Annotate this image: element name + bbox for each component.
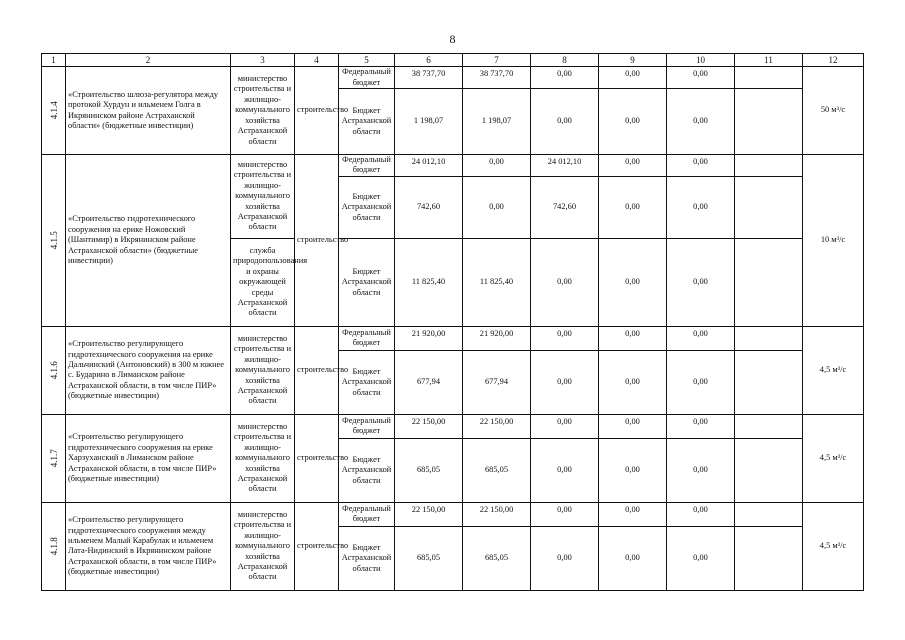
value-cell-8: 0,00 [531,238,599,326]
row-id: 4.1.7 [48,448,59,467]
capacity-cell: 4,5 м³/с [803,326,864,414]
value-cell-6: 24 012,10 [395,155,463,177]
value-cell-7: 677,94 [463,350,531,414]
measure-name: «Строительство шлюза-регулятора между протокой Хурдун и ильменем Голга в Икрянинском районе Астраханской области» (бюджетные инвестиции) [66,67,231,155]
value-cell-9: 0,00 [599,67,667,89]
funding-source: Федеральный бюджет [339,326,395,350]
value-cell-9: 0,00 [599,89,667,155]
value-cell-10: 0,00 [667,502,735,526]
value-cell-6: 1 198,07 [395,89,463,155]
value-cell-9: 0,00 [599,176,667,238]
row-id-cell [42,155,66,327]
value-cell-9: 0,00 [599,155,667,177]
stage-cell: строительство [295,326,339,414]
col-header-7: 7 [463,54,531,67]
table-row [42,414,864,438]
table-body [42,54,864,591]
value-cell-6: 22 150,00 [395,502,463,526]
value-cell-10: 0,00 [667,67,735,89]
row-id-cell [42,67,66,155]
measure-name: «Строительство регулирующего гидротехнического сооружения между ильменем Малый Карабулак и ильменем Лата-Нидинский в Икрянинском районе Астраханской области, в том числе ПИР» (бюджетные инвестиции) [66,502,231,590]
value-cell-6: 22 150,00 [395,414,463,438]
row-id-cell [42,326,66,414]
table-row [42,155,864,177]
stage-cell: строительство [295,67,339,155]
value-cell-8: 0,00 [531,89,599,155]
value-cell-11 [735,67,803,89]
funding-source: Бюджет Астраханской области [339,176,395,238]
value-cell-6: 685,05 [395,526,463,590]
col-header-6: 6 [395,54,463,67]
value-cell-6: 21 920,00 [395,326,463,350]
value-cell-8: 0,00 [531,67,599,89]
table-row [42,502,864,526]
value-cell-8: 0,00 [531,350,599,414]
col-header-5: 5 [339,54,395,67]
value-cell-11 [735,350,803,414]
funding-source: Федеральный бюджет [339,414,395,438]
value-cell-8: 0,00 [531,326,599,350]
row-id-cell [42,414,66,502]
executor-cell: министерство строительства и жилищно-коммунального хозяйства Астраханской области [231,502,295,590]
value-cell-7: 21 920,00 [463,326,531,350]
value-cell-8: 0,00 [531,414,599,438]
value-cell-9: 0,00 [599,326,667,350]
funding-source: Бюджет Астраханской области [339,526,395,590]
capacity-cell: 50 м³/с [803,67,864,155]
measure-name: «Строительство гидротехнического сооружения на ерике Ножовский (Шантимир) в Икрянинском районе Астраханской области» (бюджетные инвестиции) [66,155,231,327]
value-cell-8: 0,00 [531,502,599,526]
value-cell-6: 38 737,70 [395,67,463,89]
value-cell-8: 24 012,10 [531,155,599,177]
value-cell-7: 685,05 [463,438,531,502]
funding-source: Федеральный бюджет [339,155,395,177]
value-cell-11 [735,89,803,155]
col-header-11: 11 [735,54,803,67]
value-cell-8: 0,00 [531,438,599,502]
value-cell-11 [735,155,803,177]
funding-source: Бюджет Астраханской области [339,89,395,155]
column-number-row [42,54,864,67]
value-cell-10: 0,00 [667,238,735,326]
table-row [42,67,864,89]
capacity-cell: 4,5 м³/с [803,502,864,590]
value-cell-10: 0,00 [667,438,735,502]
value-cell-11 [735,176,803,238]
row-id: 4.1.8 [48,536,59,555]
value-cell-11 [735,526,803,590]
capacity-cell: 4,5 м³/с [803,414,864,502]
value-cell-8: 0,00 [531,526,599,590]
value-cell-11 [735,414,803,438]
value-cell-7: 38 737,70 [463,67,531,89]
value-cell-6: 685,05 [395,438,463,502]
col-header-1: 1 [42,54,66,67]
value-cell-7: 0,00 [463,176,531,238]
value-cell-9: 0,00 [599,438,667,502]
row-id: 4.1.6 [48,360,59,379]
stage-cell: строительство [295,414,339,502]
value-cell-10: 0,00 [667,414,735,438]
row-id: 4.1.5 [48,230,59,249]
value-cell-11 [735,502,803,526]
executor-cell: служба природопользования и охраны окружающей среды Астраханской области [231,238,295,326]
value-cell-9: 0,00 [599,502,667,526]
value-cell-6: 11 825,40 [395,238,463,326]
funding-source: Бюджет Астраханской области [339,438,395,502]
stage-cell: строительство [295,155,339,327]
value-cell-7: 22 150,00 [463,414,531,438]
col-header-12: 12 [803,54,864,67]
measure-name: «Строительство регулирующего гидротехнического сооружения на ерике Дальчинский (Антоновский) в 300 м южнее с. Бударино в Лиманском районе Астраханской области, в том числе ПИР» (бюджетные инвестиции) [66,326,231,414]
value-cell-7: 0,00 [463,155,531,177]
col-header-9: 9 [599,54,667,67]
value-cell-9: 0,00 [599,238,667,326]
value-cell-6: 742,60 [395,176,463,238]
capacity-cell: 10 м³/с [803,155,864,327]
value-cell-9: 0,00 [599,414,667,438]
value-cell-7: 685,05 [463,526,531,590]
value-cell-9: 0,00 [599,526,667,590]
col-header-3: 3 [231,54,295,67]
col-header-10: 10 [667,54,735,67]
col-header-4: 4 [295,54,339,67]
value-cell-10: 0,00 [667,155,735,177]
executor-cell: министерство строительства и жилищно-коммунального хозяйства Астраханской области [231,155,295,239]
value-cell-10: 0,00 [667,176,735,238]
table-row [42,326,864,350]
executor-cell: министерство строительства и жилищно-коммунального хозяйства Астраханской области [231,67,295,155]
col-header-8: 8 [531,54,599,67]
row-id: 4.1.4 [48,101,59,119]
funding-source: Федеральный бюджет [339,67,395,89]
measure-name: «Строительство регулирующего гидротехнического сооружения на ерике Харзуханский в Лиманском районе Астраханской области, в том числе ПИР» (бюджетные инвестиции) [66,414,231,502]
value-cell-10: 0,00 [667,326,735,350]
executor-cell: министерство строительства и жилищно-коммунального хозяйства Астраханской области [231,414,295,502]
value-cell-10: 0,00 [667,526,735,590]
page-number: 8 [449,32,456,46]
value-cell-10: 0,00 [667,350,735,414]
stage-cell: строительство [295,502,339,590]
budget-table [41,53,864,591]
value-cell-7: 11 825,40 [463,238,531,326]
value-cell-6: 677,94 [395,350,463,414]
value-cell-9: 0,00 [599,350,667,414]
value-cell-8: 742,60 [531,176,599,238]
executor-cell: министерство строительства и жилищно-коммунального хозяйства Астраханской области [231,326,295,414]
value-cell-7: 1 198,07 [463,89,531,155]
col-header-2: 2 [66,54,231,67]
value-cell-10: 0,00 [667,89,735,155]
value-cell-7: 22 150,00 [463,502,531,526]
value-cell-11 [735,238,803,326]
funding-source: Федеральный бюджет [339,502,395,526]
funding-source: Бюджет Астраханской области [339,350,395,414]
funding-source: Бюджет Астраханской области [339,238,395,326]
value-cell-11 [735,326,803,350]
row-id-cell [42,502,66,590]
value-cell-11 [735,438,803,502]
